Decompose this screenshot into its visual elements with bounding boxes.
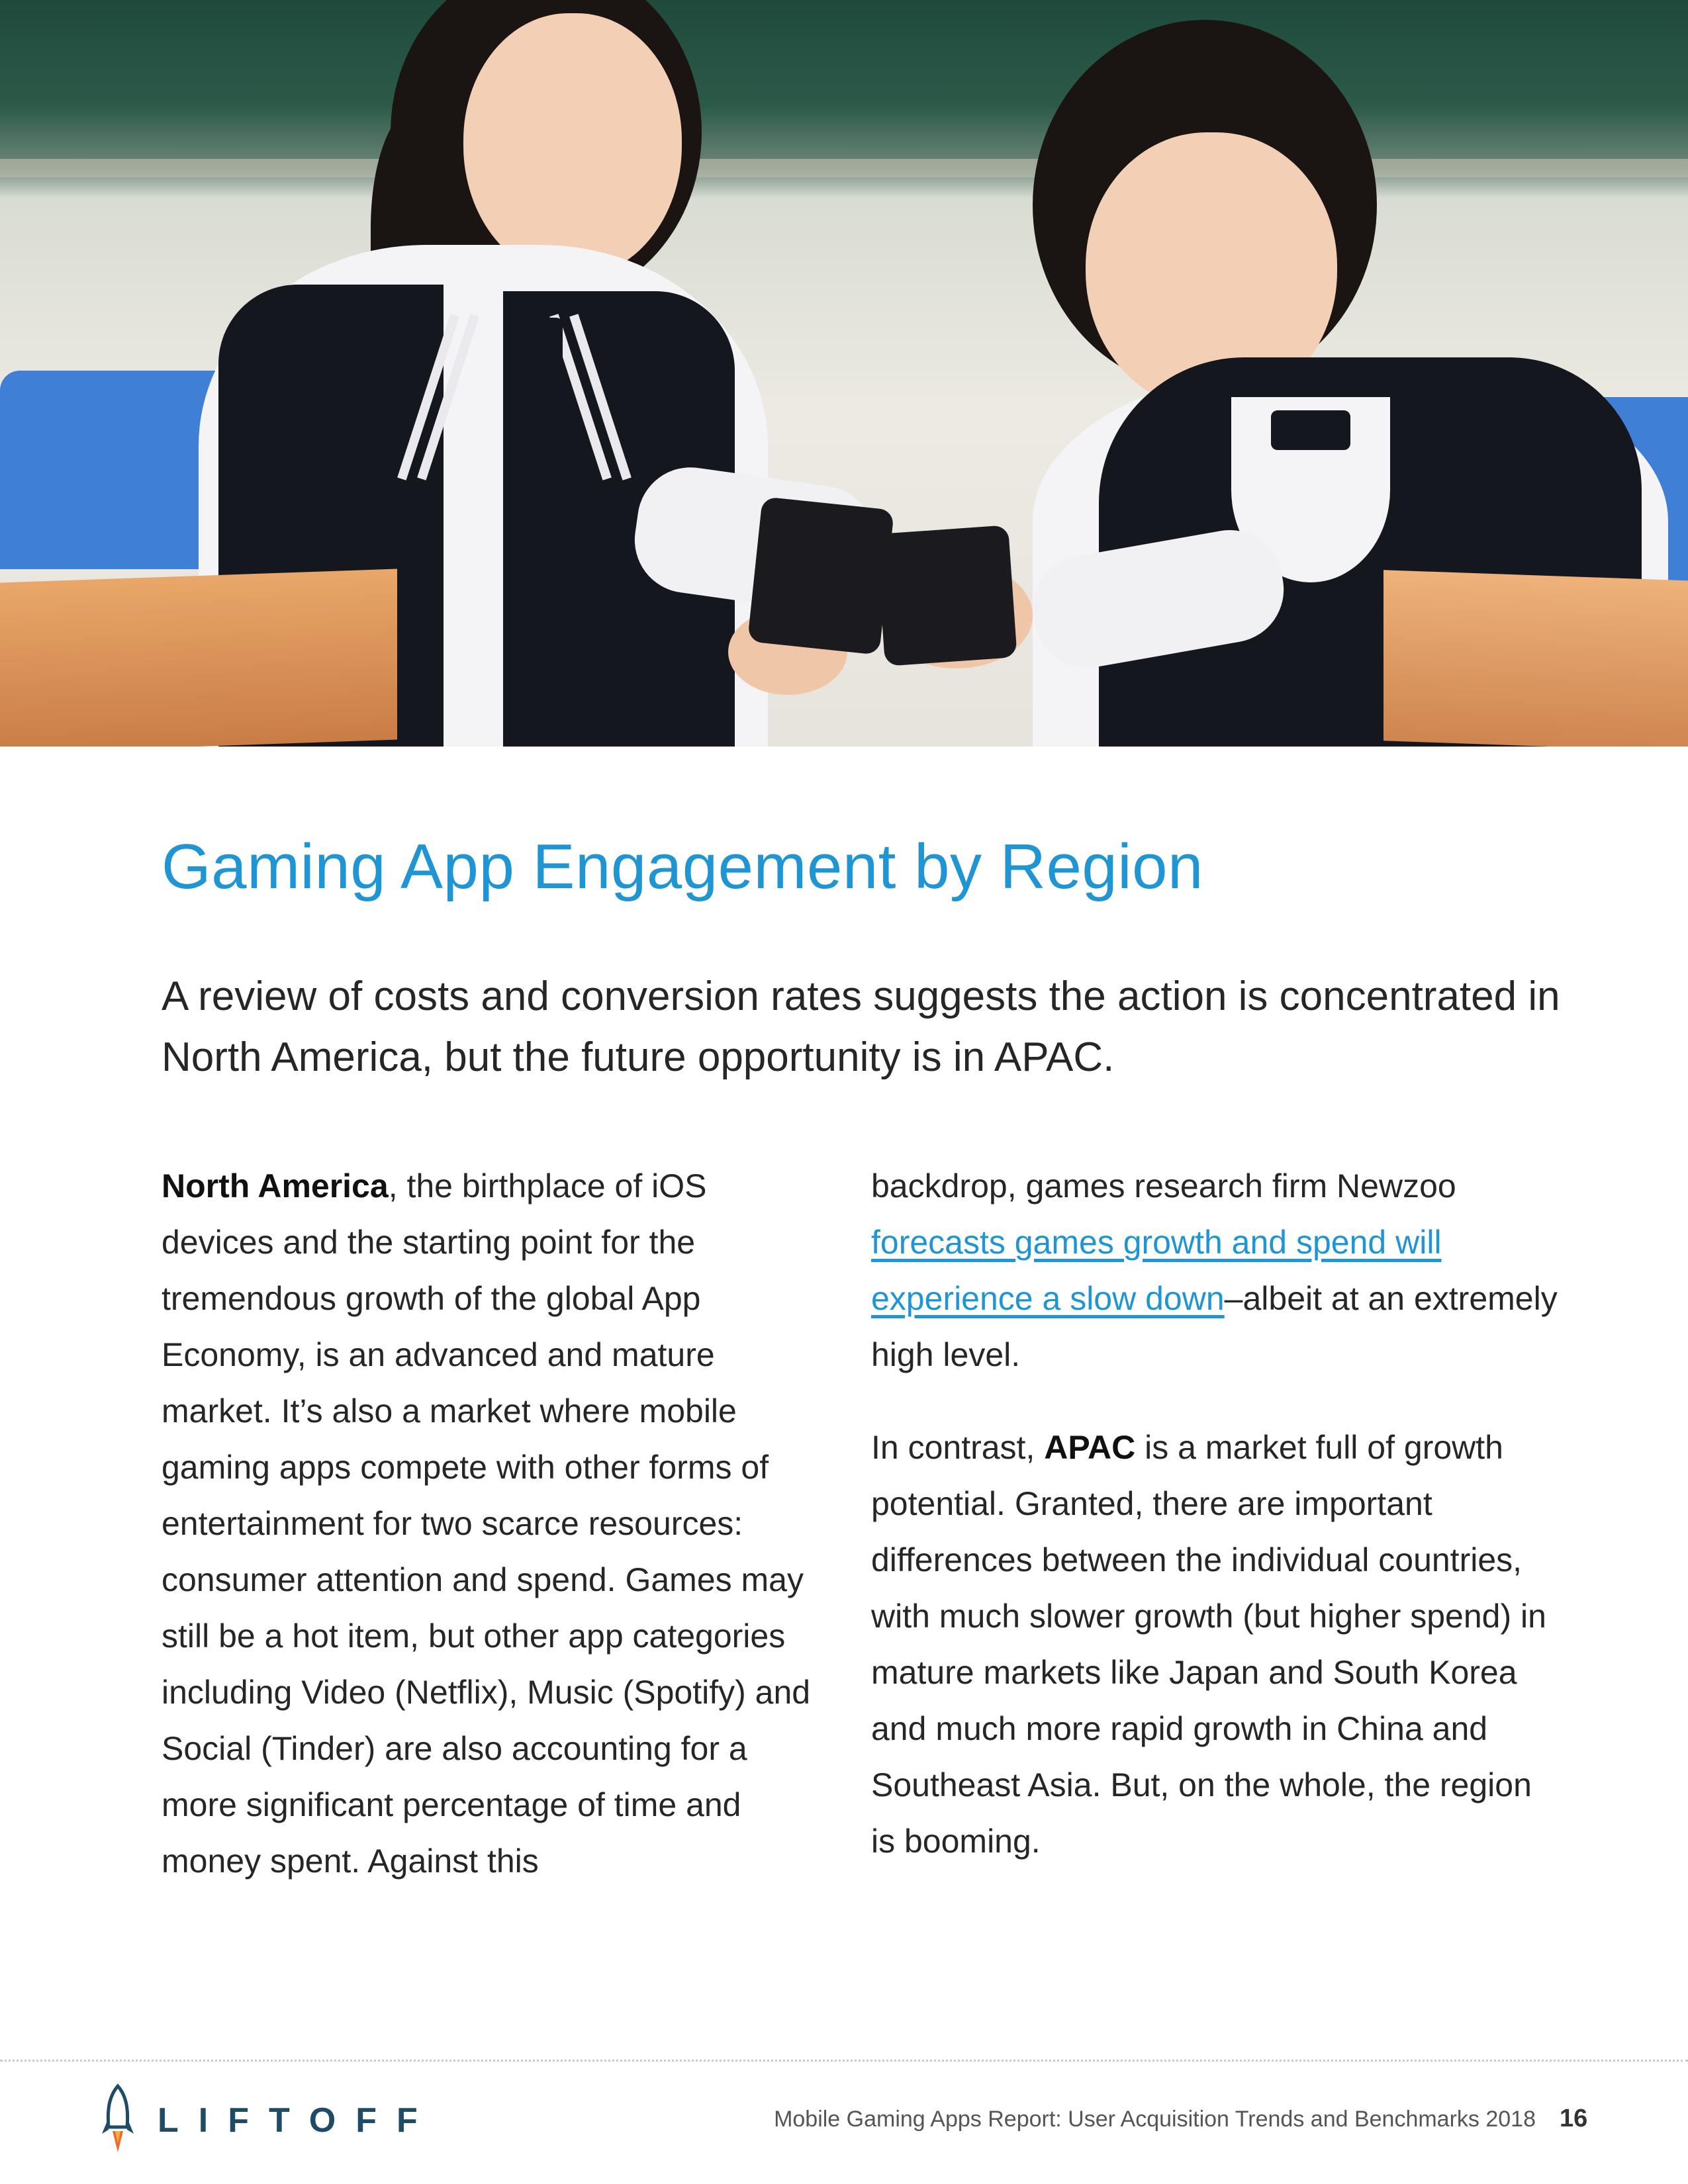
newzoo-forecast-link[interactable]: forecasts games growth and spend will experience a slow down xyxy=(871,1224,1442,1317)
desk-left xyxy=(0,569,397,747)
paragraph-text: backdrop, games research firm Newzoo xyxy=(871,1167,1456,1205)
desk-right xyxy=(1383,570,1688,747)
body-column-left xyxy=(162,1158,823,1889)
page-number: 16 xyxy=(1560,2105,1588,2132)
paragraph-apac xyxy=(871,1420,1560,1870)
footer-divider xyxy=(0,2060,1688,2062)
paragraph-newzoo xyxy=(871,1158,1560,1383)
smartphone-right xyxy=(876,525,1017,666)
smartphone-left xyxy=(747,496,894,655)
paragraph-text: , the birthplace of iOS devices and the starting point for the tremendous growth of the global App Economy, is an advanced and mature market. It’s also a market where mobile gaming apps compete with other forms of entertainment for two scarce resources: consumer attention and spend. Games may still be a hot item, but other app categories including Video (Netflix), Music (Spotify) and Social (Tinder) are also accounting for a more significant percentage of time and money spent. Against this xyxy=(162,1167,811,1880)
page-title: Gaming App Engagement by Region xyxy=(162,831,1203,902)
chalkboard-rail xyxy=(0,159,1688,177)
bold-apac: APAC xyxy=(1044,1429,1136,1466)
liftoff-logo-text: LIFTOFF xyxy=(158,2101,438,2140)
paragraph-north-america xyxy=(162,1158,823,1889)
hero-photo xyxy=(0,0,1688,747)
paragraph-text: In contrast, xyxy=(871,1429,1045,1466)
paragraph-text: –albeit at an extremely high level. xyxy=(871,1280,1558,1373)
paragraph-text: is a market full of growth potential. Granted, there are important differences between the individual countries, with much slower growth (but higher spend) in mature markets like Japan and South Korea and much more rapid growth in China and Southeast Asia. But, on the whole, the region is booming. xyxy=(871,1429,1546,1860)
body-column-right xyxy=(871,1158,1560,1870)
page-subtitle: A review of costs and conversion rates suggests the action is concentrated in North America, but the future opportunity is in APAC. xyxy=(162,974,1560,1080)
bold-north-america: North America xyxy=(162,1167,389,1205)
rocket-icon xyxy=(98,2083,138,2156)
report-title: Mobile Gaming Apps Report: User Acquisition Trends and Benchmarks 2018 xyxy=(774,2107,1536,2132)
